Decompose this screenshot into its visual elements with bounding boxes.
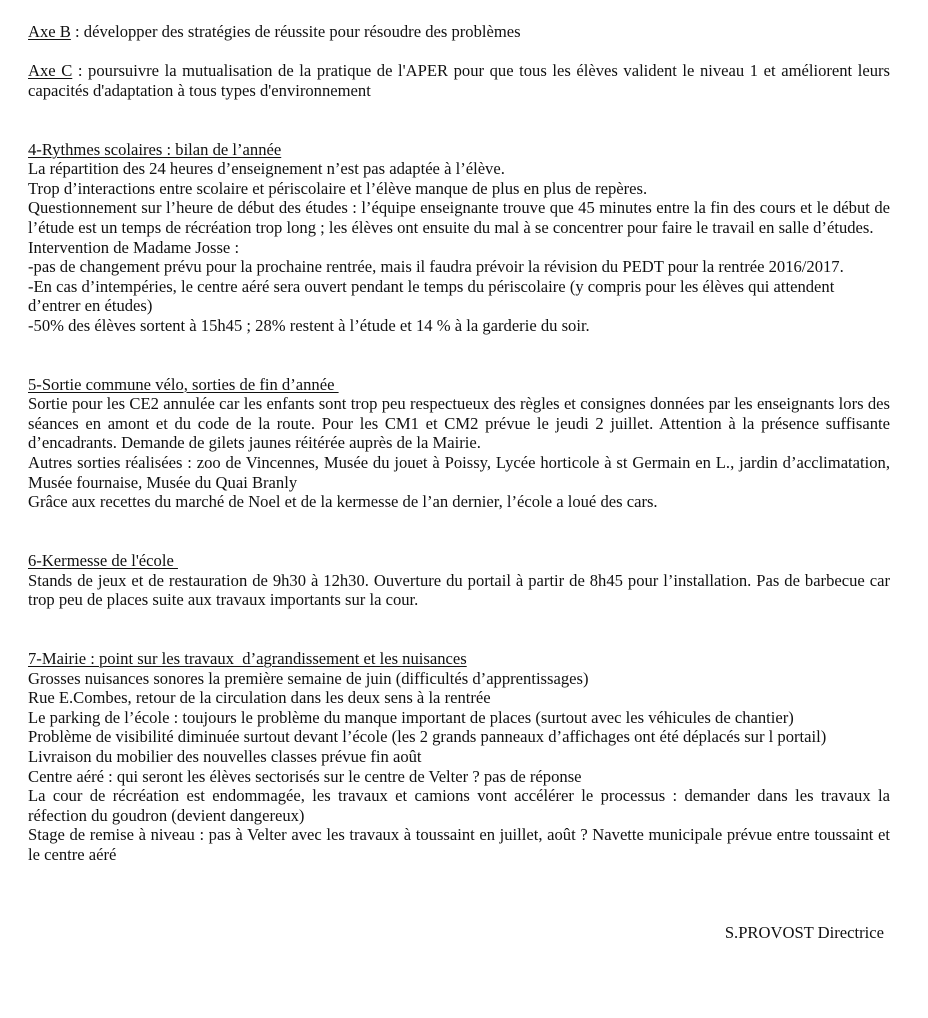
spacer xyxy=(28,610,890,649)
section-5-line-3: Grâce aux recettes du marché de Noel et de la kermesse de l’an dernier, l’école a loué des cars. xyxy=(28,492,658,512)
section-7-line-6: Centre aéré : qui seront les élèves sectorisés sur le centre de Velter ? pas de réponse xyxy=(28,766,582,786)
section-4-line-2: Trop d’interactions entre scolaire et périscolaire et l’élève manque de plus en plus de repères. xyxy=(28,178,648,198)
spacer xyxy=(28,865,890,924)
spacer xyxy=(28,42,890,62)
spacer xyxy=(28,512,890,551)
section-heading-5-text: 5-Sortie commune vélo, sorties de fin d’année xyxy=(28,374,339,394)
section-7-line-2: Rue E.Combes, retour de la circulation dans les deux sens à la rentrée xyxy=(28,688,491,708)
section-6-line-1: Stands de jeux et de restauration de 9h30 à 12h30. Ouverture du portail à partir de 8h45 pour l’installation. Pas de barbecue car trop peu de places suite aux travaux importants sur la cour. xyxy=(28,570,895,610)
section-7-line-1: Grosses nuisances sonores la première semaine de juin (difficultés d’apprentissages) xyxy=(28,668,589,688)
signature-text: S.PROVOST Directrice xyxy=(724,923,884,943)
axe-b-text: : développer des stratégies de réussite pour résoudre des problèmes xyxy=(70,22,521,41)
section-4-line-7: -50% des élèves sortent à 15h45 ; 28% restent à l’étude et 14 % à la garderie du soir. xyxy=(28,315,590,335)
axe-c-label: Axe C xyxy=(28,61,73,81)
section-heading-4 xyxy=(28,140,890,160)
section-5-line-1: Sortie pour les CE2 annulée car les enfants sont trop peu respectueux des règles et consignes données par les enseignants lors des séances en amont et du code de la route. Pour les CM1 et CM2 prévue le jeudi 2 juillet. Attention à la présence suffisante d’encadrants. Demande de gilets jaunes réitérée auprès de la Mairie. xyxy=(28,394,895,453)
paragraph-axe-c xyxy=(28,61,895,100)
section-heading-7-text: 7-Mairie : point sur les travaux d’agrandissement et les nuisances xyxy=(28,649,467,668)
signature-block xyxy=(28,923,890,943)
section-heading-7 xyxy=(28,649,890,669)
section-4-line-5: -pas de changement prévu pour la prochaine rentrée, mais il faudra prévoir la révision du PEDT pour la rentrée 2016/2017. xyxy=(28,257,844,277)
section-7-line-4: Problème de visibilité diminuée surtout devant l’école (les 2 grands panneaux d’affichages ont été déplacés sur l portail) xyxy=(28,727,827,747)
section-7-line-7: La cour de récréation est endommagée, les travaux et camions vont accélérer le processus : demander dans les travaux la réfection du goudron (devient dangereux) xyxy=(28,786,895,825)
axe-c-text: : poursuivre la mutualisation de la pratique de l'APER pour que tous les élèves valident le niveau 1 et améliorent leurs capacités d'adaptation à tous types d'environnement xyxy=(28,61,895,100)
section-heading-6-text: 6-Kermesse de l'école xyxy=(28,551,178,571)
section-7-line-8: Stage de remise à niveau : pas à Velter avec les travaux à toussaint en juillet, août ? Navette municipale prévue entre toussaint et le centre aéré xyxy=(28,825,895,864)
document-body xyxy=(28,22,895,943)
axe-b-label: Axe B xyxy=(28,22,71,41)
section-4-line-6: -En cas d’intempéries, le centre aéré sera ouvert pendant le temps du périscolaire (y compris pour les élèves qui attendent d’entrer en études) xyxy=(28,276,839,316)
section-7-line-5: Livraison du mobilier des nouvelles classes prévue fin août xyxy=(28,746,422,766)
spacer xyxy=(28,100,890,139)
paragraph-axe-b xyxy=(28,22,890,42)
section-heading-5 xyxy=(28,375,890,395)
section-4-line-1: La répartition des 24 heures d’enseignement n’est pas adaptée à l’élève. xyxy=(28,159,505,179)
section-4-line-3: Questionnement sur l’heure de début des études : l’équipe enseignante trouve que 45 minutes entre la fin des cours et le début de l’étude est un temps de récréation trop long ; les élèves ont ensuite du mal à se concentrer pour faire le travail en salle d’études. xyxy=(28,198,895,237)
section-7-line-3: Le parking de l’école : toujours le problème du manque important de places (surtout avec les véhicules de chantier) xyxy=(28,707,794,727)
section-heading-6 xyxy=(28,551,890,571)
spacer xyxy=(28,336,890,375)
section-heading-4-text: 4-Rythmes scolaires : bilan de l’année xyxy=(28,139,282,159)
section-5-line-2: Autres sorties réalisées : zoo de Vincennes, Musée du jouet à Poissy, Lycée horticole à st Germain en L., jardin d’acclimatation, Musée fournaise, Musée du Quai Branly xyxy=(28,453,895,492)
section-4-line-4: Intervention de Madame Josse : xyxy=(28,237,240,257)
